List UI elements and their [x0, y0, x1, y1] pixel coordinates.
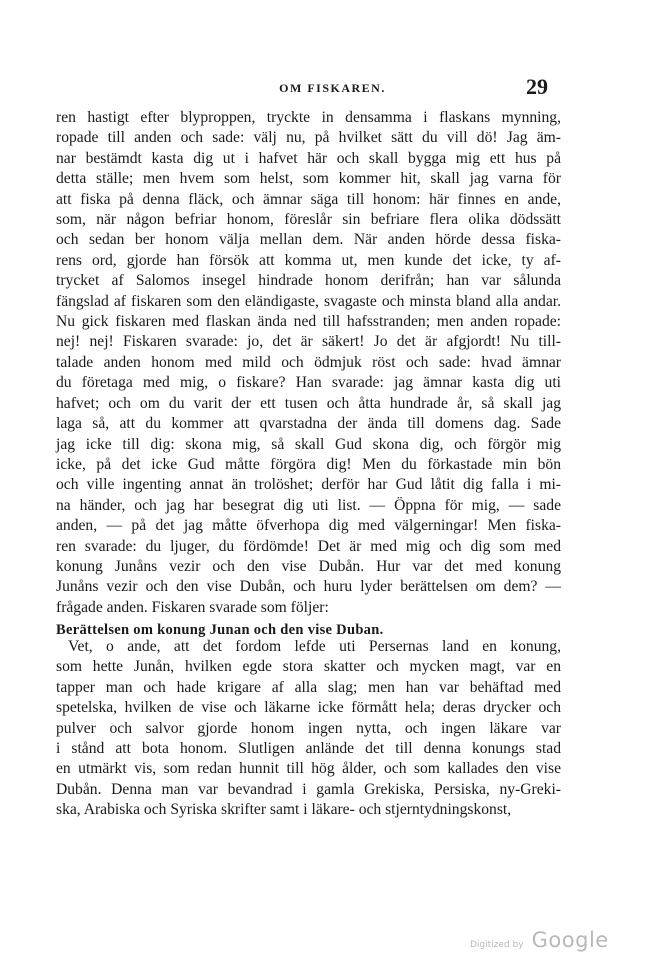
text-line: du företaga med mig, o fiskare? Han svarade: jag ämnar kasta dig uti [56, 374, 561, 392]
text-line: som hette Junån, hvilken egde stora skatter och mycken magt, var en [56, 658, 561, 676]
text-line: ren svarade: du ljuger, du fördömde! Det är med mig och dig som med [56, 537, 561, 555]
watermark-prefix: Digitized by [470, 940, 524, 950]
text-line: pulver och salvor gjorde honom ingen nytta, och ingen läkare var [56, 719, 561, 737]
page-number: 29 [526, 74, 548, 99]
text-line: en utmärkt vis, som redan hunnit till hög ålder, och som kallades den vise [56, 760, 561, 778]
text-line: ska, Arabiska och Syriska skrifter samt i läkare- och stjerntydningskonst, [56, 801, 512, 819]
text-line: nej! nej! Fiskaren svarade: jo, det är säkert! Jo det är afgjordt! Nu till- [56, 333, 561, 351]
text-line: och ville ingenting annat än trolöshet; derför har Gud låtit dig falla i mi- [56, 476, 561, 494]
running-head [0, 74, 665, 99]
text-line: trycket af Salomos insegel hindrade honom derifrån; han var sålunda [56, 272, 561, 290]
text-line: och sedan ber honom välja mellan dem. När anden hörde dessa fiska- [56, 231, 561, 249]
paragraph-continuation [56, 108, 561, 618]
text-line: att fiska på denna fläck, och ämnar säga till honom: här finnes en ande, [56, 190, 561, 208]
text-line: talade anden honom med mild och ödmjuk röst och sade: hvad ämnar [56, 353, 561, 371]
text-line: konung Junåns vezir och den vise Dubån. Hur var det med konung [56, 557, 561, 575]
text-line: ren hastigt efter blyproppen, tryckte in densamma i flaskans mynning, [56, 109, 561, 126]
text-line: tapper man och hade krigare af alla slag; men han var behäftad med [56, 678, 561, 696]
section-heading: Berättelsen om konung Junan och den vise Duban. [56, 622, 384, 638]
text-line: na händer, och jag har besegrat dig uti list. — Öppna för mig, — sade [56, 496, 561, 514]
digitized-watermark [470, 928, 609, 952]
text-line: detta ställe; men hvem som helst, som kommer hit, skall jag varna för [56, 170, 561, 188]
text-line: som, när någon befriar honom, föreslår sin befriare flera olika dödssätt [56, 211, 561, 229]
google-logo: Google [531, 928, 609, 952]
text-line: Vet, o ande, att det fordom lefde uti Persernas land en konung, [68, 638, 561, 655]
text-line: nar bestämdt kasta dig ut i hafvet här och skall bygga mig ett hus på [56, 149, 561, 167]
paragraph-story-start [56, 637, 561, 821]
text-line: anden, — på det jag måtte öfverhopa dig med välgerningar! Men fiska- [56, 517, 561, 535]
text-line: i stånd att bota honom. Slutligen anlände det till denna konungs stad [56, 740, 561, 758]
text-line: rens ord, gjorde han försök att komma ut, men kunde det icke, ty af- [56, 251, 561, 269]
text-line: frågade anden. Fiskaren svarade som följer: [56, 598, 329, 616]
text-line: icke, på det icke Gud måtte förgöra dig! Men du förkastade min bön [56, 455, 561, 473]
text-line: ropade till anden och sade: välj nu, på hvilket sätt du vill dö! Jag äm- [56, 129, 561, 147]
text-line: hafvet; och om du varit der ett tusen och åtta hundrade år, så skall jag [56, 394, 561, 412]
text-line: jag icke till dig: skona mig, så skall Gud skona dig, och förgör mig [56, 435, 561, 453]
text-line: spetelska, hvilken de vise och läkarne icke förmått hela; deras drycker och [56, 699, 561, 717]
text-line: laga så, att du kommer att qvarstadna der ända till domens dag. Sade [56, 415, 561, 433]
text-line: Dubån. Denna man var bevandrad i gamla Grekiska, Persiska, ny-Greki- [56, 780, 561, 798]
text-line: fängslad af fiskaren som den eländigaste, svagaste och minsta bland alla andar. [56, 292, 561, 310]
text-line: Nu gick fiskaren med flaskan ända ned till hafsstranden; men anden ropade: [56, 313, 561, 331]
text-line: Junåns vezir och den vise Dubån, och huru lyder berättelsen om dem? — [56, 578, 561, 596]
running-title: OM FISKAREN. [279, 81, 386, 95]
